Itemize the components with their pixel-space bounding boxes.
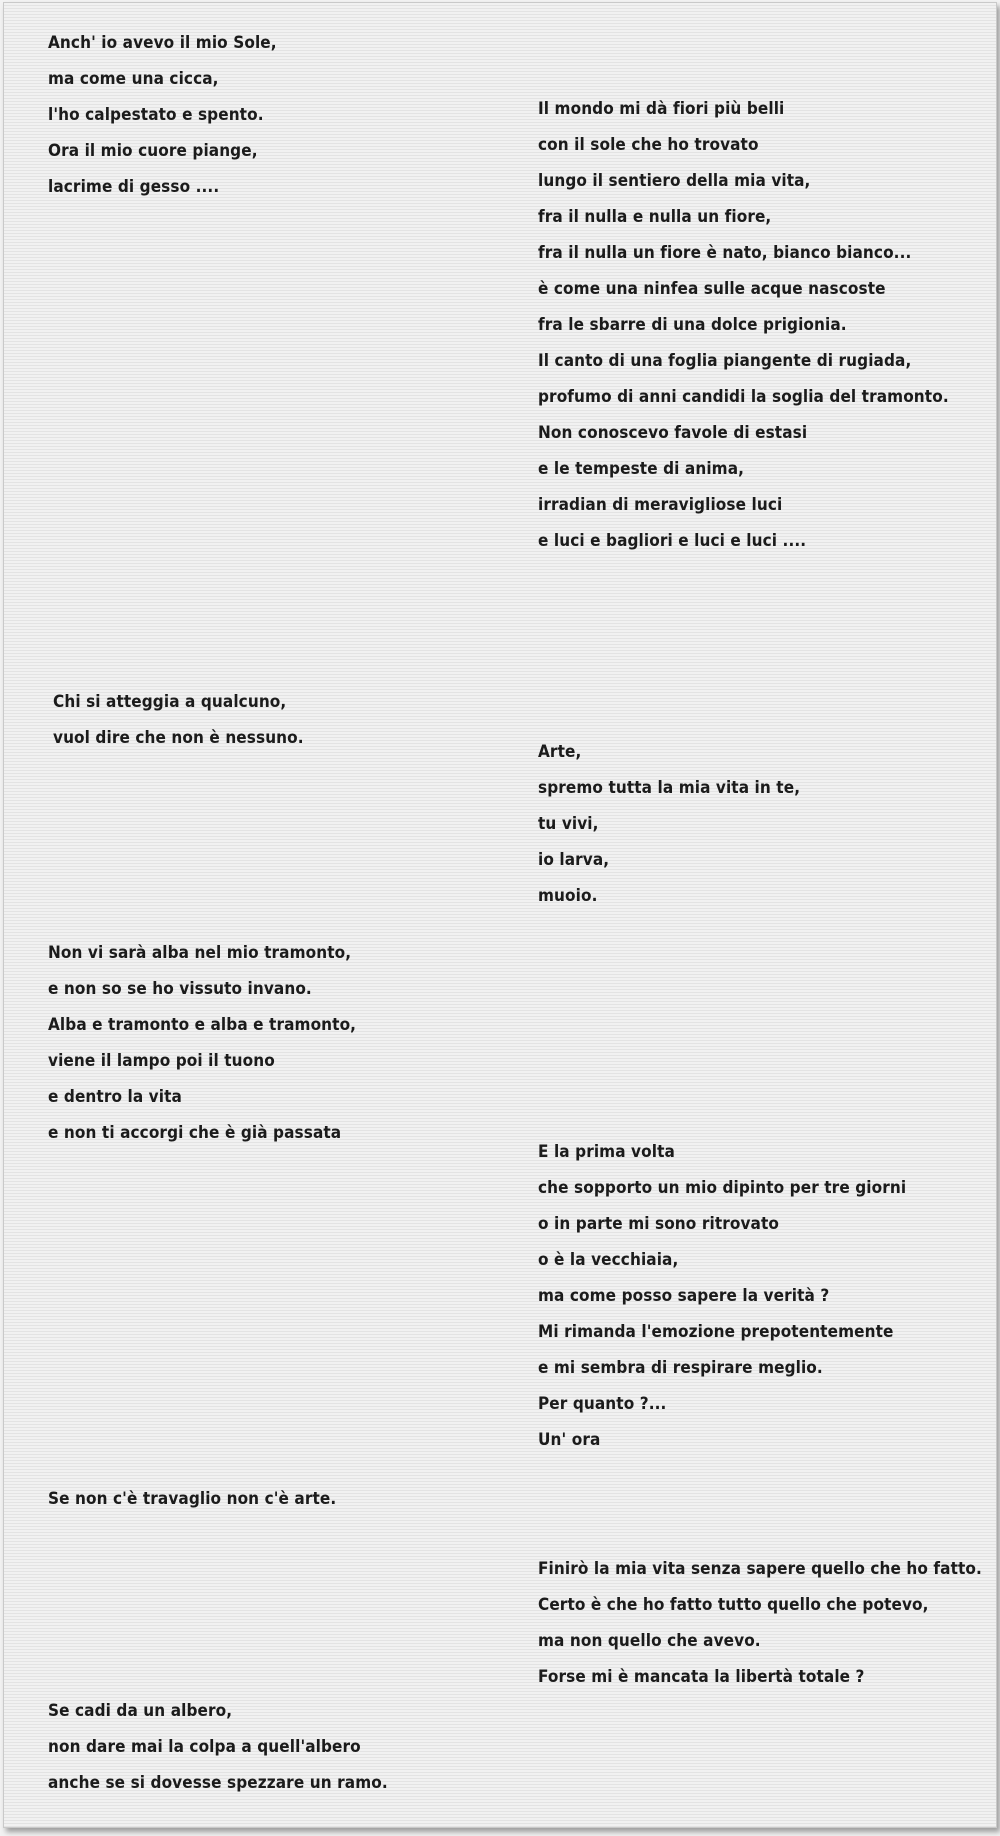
poem-line: fra il nulla un fiore è nato, bianco bianco...: [538, 243, 912, 263]
poem-line: è come una ninfea sulle acque nascoste: [538, 279, 886, 299]
poem-block: [48, 1481, 336, 1517]
poem-line: Forse mi è mancata la libertà totale ?: [538, 1667, 865, 1687]
poem-line: irradian di meravigliose luci: [538, 495, 783, 515]
poem-line: Alba e tramonto e alba e tramonto,: [48, 1015, 357, 1035]
poem-line: Non vi sarà alba nel mio tramonto,: [48, 943, 352, 963]
poem-block: [48, 25, 277, 205]
poem-line: Il canto di una foglia piangente di rugiada,: [538, 351, 912, 371]
poem-line: fra le sbarre di una dolce prigionia.: [538, 315, 847, 335]
poem-block: [538, 734, 800, 914]
poem-line: Il mondo mi dà fiori più belli: [538, 99, 785, 119]
poem-line: profumo di anni candidi la soglia del tramonto.: [538, 387, 949, 407]
poem-line: Un' ora: [538, 1430, 601, 1450]
poem-line: l'ho calpestato e spento.: [48, 105, 264, 125]
poem-line: spremo tutta la mia vita in te,: [538, 778, 801, 798]
poem-line: Per quanto ?...: [538, 1394, 667, 1414]
poem-block: [48, 1693, 388, 1801]
poem-line: Certo è che ho fatto tutto quello che potevo,: [538, 1595, 929, 1615]
poem-line: Chi si atteggia a qualcuno,: [53, 692, 287, 712]
poem-line: che sopporto un mio dipinto per tre giorni: [538, 1178, 907, 1198]
poem-line: fra il nulla e nulla un fiore,: [538, 207, 772, 227]
poem-line: non dare mai la colpa a quell'albero: [48, 1737, 361, 1757]
poem-line: lungo il sentiero della mia vita,: [538, 171, 811, 191]
poem-line: io larva,: [538, 850, 610, 870]
poetry-page: [3, 2, 997, 1828]
poem-block: [538, 91, 949, 559]
poem-block: [538, 1551, 982, 1695]
poem-line: lacrime di gesso ....: [48, 177, 220, 197]
poem-line: e mi sembra di respirare meglio.: [538, 1358, 823, 1378]
poem-line: o è la vecchiaia,: [538, 1250, 679, 1270]
poem-line: Se non c'è travaglio non c'è arte.: [48, 1489, 337, 1509]
poem-line: ma come posso sapere la verità ?: [538, 1286, 830, 1306]
poem-line: e luci e bagliori e luci e luci ....: [538, 531, 807, 551]
poem-line: tu vivi,: [538, 814, 599, 834]
poem-line: vuol dire che non è nessuno.: [53, 728, 304, 748]
poem-line: con il sole che ho trovato: [538, 135, 759, 155]
poem-line: Non conoscevo favole di estasi: [538, 423, 808, 443]
poem-line: e dentro la vita: [48, 1087, 182, 1107]
poem-line: Anch' io avevo il mio Sole,: [48, 33, 277, 53]
poem-line: Ora il mio cuore piange,: [48, 141, 258, 161]
poem-line: e non ti accorgi che è già passata: [48, 1123, 342, 1143]
poem-line: E la prima volta: [538, 1142, 675, 1162]
poem-line: Finirò la mia vita senza sapere quello che ho fatto.: [538, 1559, 982, 1579]
poem-line: e le tempeste di anima,: [538, 459, 745, 479]
poem-line: viene il lampo poi il tuono: [48, 1051, 275, 1071]
poem-line: Arte,: [538, 742, 582, 762]
poem-block: [48, 935, 356, 1151]
poem-line: ma come una cicca,: [48, 69, 219, 89]
poem-line: Mi rimanda l'emozione prepotentemente: [538, 1322, 894, 1342]
poem-block: [538, 1134, 906, 1458]
poem-block: [53, 684, 304, 756]
poem-line: ma non quello che avevo.: [538, 1631, 761, 1651]
poem-line: o in parte mi sono ritrovato: [538, 1214, 779, 1234]
poem-line: e non so se ho vissuto invano.: [48, 979, 312, 999]
poem-line: Se cadi da un albero,: [48, 1701, 233, 1721]
poem-line: anche se si dovesse spezzare un ramo.: [48, 1773, 388, 1793]
poem-line: muoio.: [538, 886, 598, 906]
